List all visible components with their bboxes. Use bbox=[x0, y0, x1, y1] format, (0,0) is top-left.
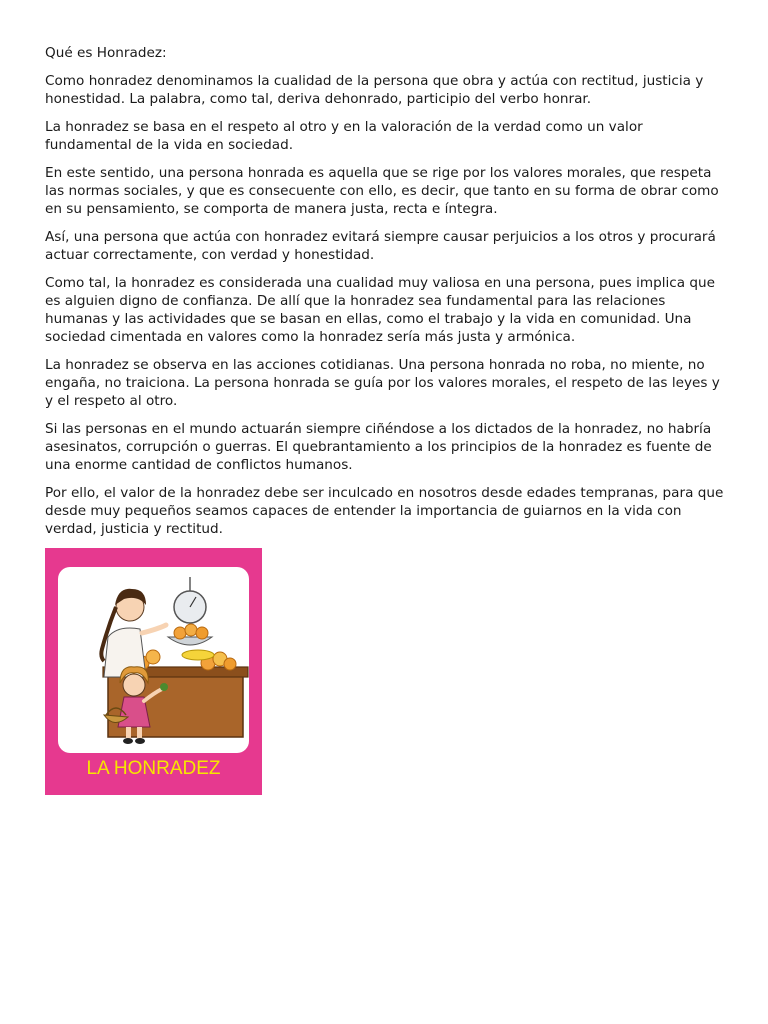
paragraph-8: Por ello, el valor de la honradez debe ser inculcado en nosotros desde edades tempranas, para que desde muy pequeños seamos capaces de entender la importancia de guiarnos en la vida con verdad, justicia y rectitud. bbox=[45, 485, 724, 537]
paragraph-2: La honradez se basa en el respeto al otro y en la valoración de la verdad como un valor fundamental de la vida en sociedad. bbox=[45, 119, 643, 153]
paragraph-6: La honradez se observa en las acciones cotidianas. Una persona honrada no roba, no miente, no engaña, no traiciona. La persona honrada se guía por los valores morales, el respeto de las leyes y y el respeto al otro. bbox=[45, 357, 720, 409]
paragraph-7: Si las personas en el mundo actuarán siempre ciñéndose a los dictados de la honradez, no habría asesinatos, corrupción o guerras. El quebrantamiento a los principios de la honradez es fuente de una enorme cantidad de conflictos humanos. bbox=[45, 421, 712, 473]
illustration-caption: LA HONRADEZ bbox=[86, 758, 221, 779]
document-title: Qué es Honradez: bbox=[45, 45, 167, 61]
illustration-frame bbox=[58, 567, 249, 753]
market-scene-illustration bbox=[58, 567, 249, 753]
document-body bbox=[45, 44, 725, 548]
paragraph-1: Como honradez denominamos la cualidad de la persona que obra y actúa con rectitud, justicia y honestidad. La palabra, como tal, deriva dehonrado, participio del verbo honrar. bbox=[45, 73, 704, 107]
paragraph-3: En este sentido, una persona honrada es aquella que se rige por los valores morales, que respeta las normas sociales, y que es consecuente con ello, es decir, que tanto en su forma de obrar como en su pensamiento, se comporta de manera justa, recta e íntegra. bbox=[45, 165, 719, 217]
paragraph-5: Como tal, la honradez es considerada una cualidad muy valiosa en una persona, pues implica que es alguien digno de confianza. De allí que la honradez sea fundamental para las relaciones humanas y las actividades que se basan en ellas, como el trabajo y la vida en comunidad. Una sociedad cimentada en valores como la honradez sería más justa y armónica. bbox=[45, 275, 715, 345]
honradez-illustration-card bbox=[45, 548, 262, 795]
paragraph-4: Así, una persona que actúa con honradez evitará siempre causar perjuicios a los otros y procurará actuar correctamente, con verdad y honestidad. bbox=[45, 229, 716, 263]
